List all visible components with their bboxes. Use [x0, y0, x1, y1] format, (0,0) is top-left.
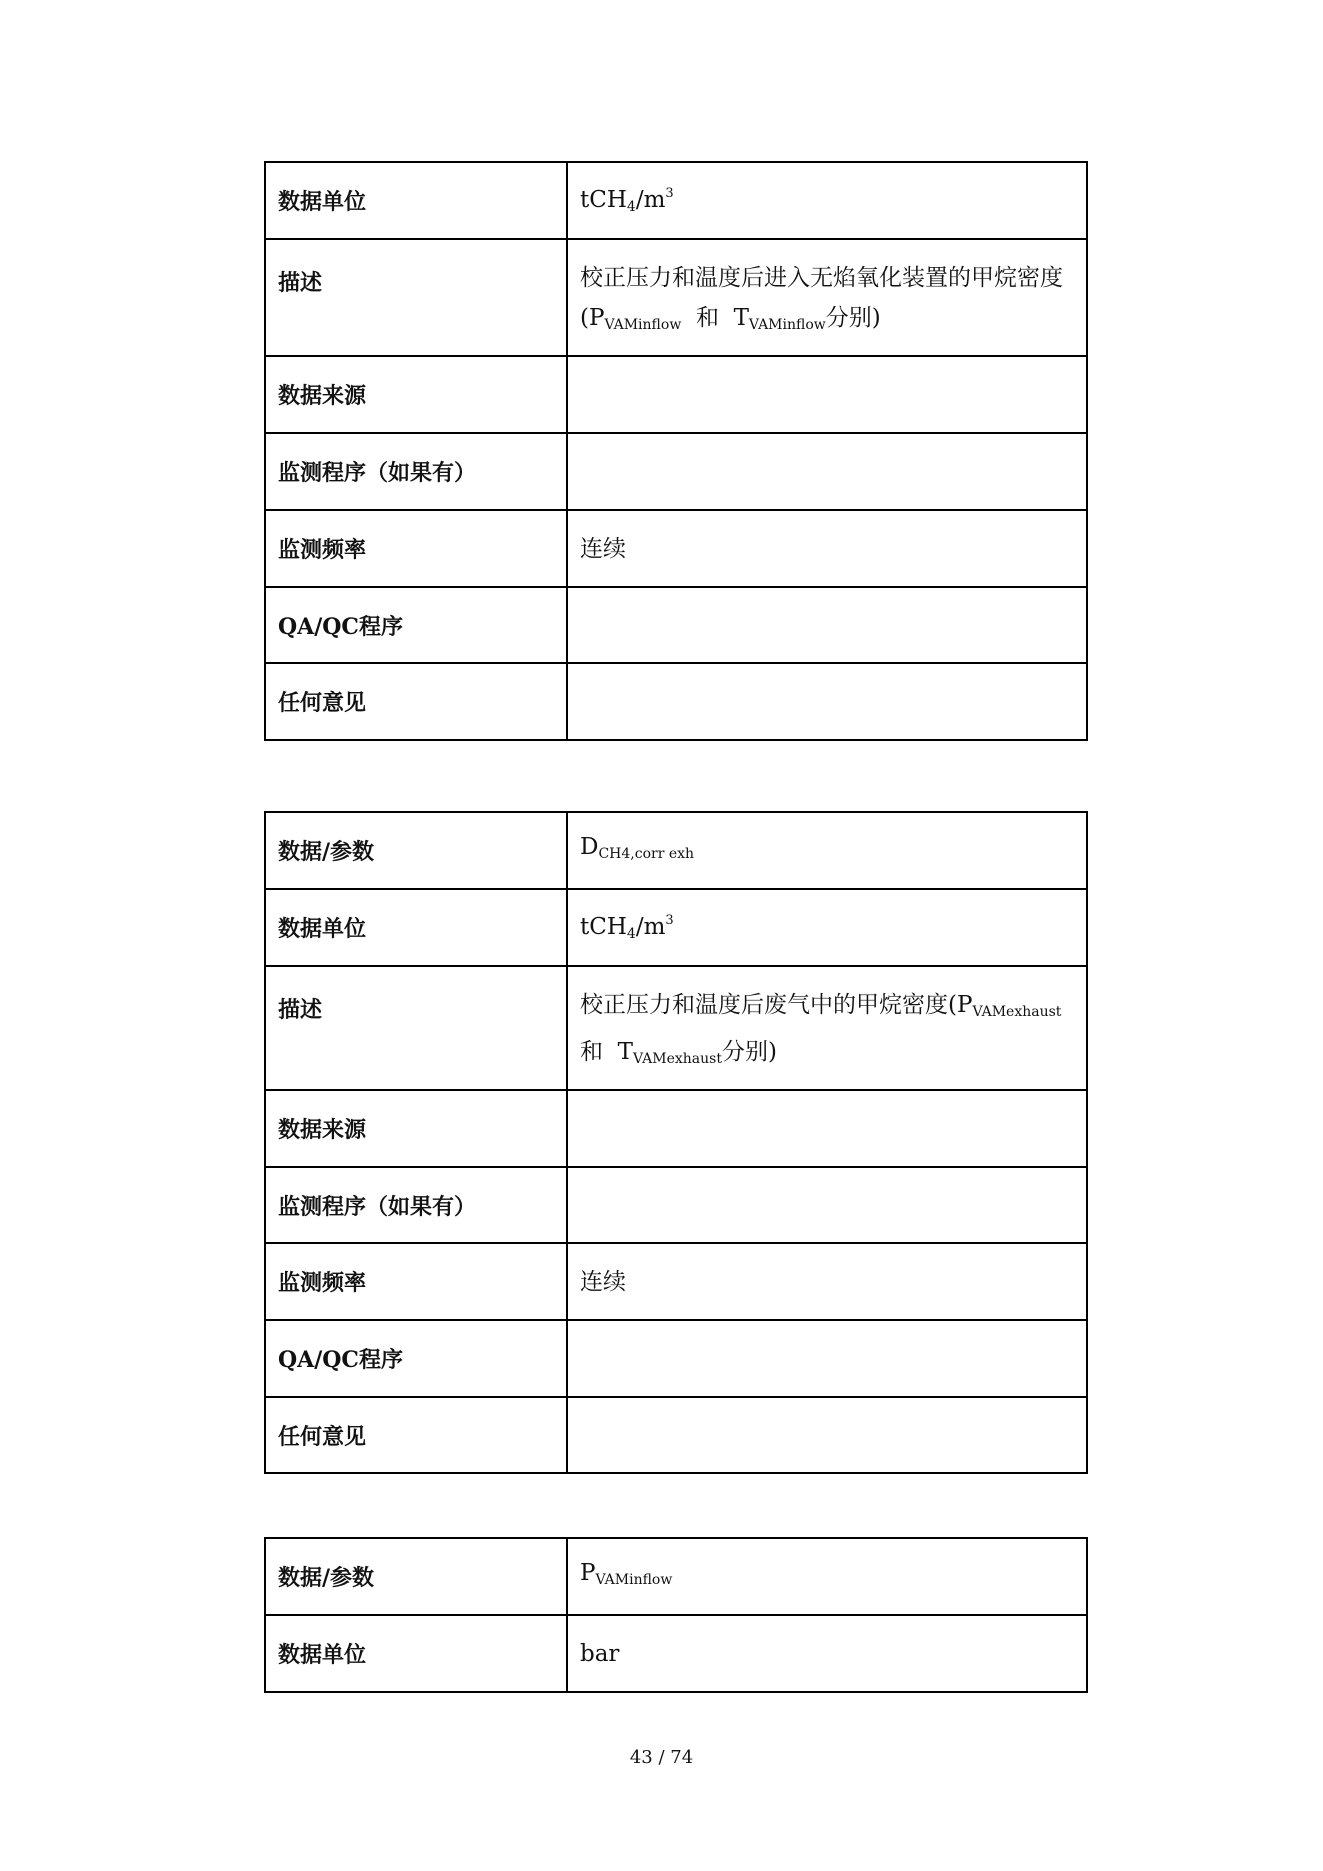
label-monitoring-frequency: 监测频率 [265, 510, 567, 587]
label-data-unit: 数据单位 [265, 1615, 567, 1692]
value-comments [567, 663, 1087, 740]
label-data-unit: 数据单位 [265, 889, 567, 966]
label-qaqc: QA/QC程序 [265, 1320, 567, 1397]
row-monitoring-frequency [265, 510, 1087, 587]
parameter-table-1 [264, 161, 1088, 741]
value-qaqc [567, 1320, 1087, 1397]
label-monitoring-frequency: 监测频率 [265, 1243, 567, 1320]
label-data-parameter: 数据/参数 [265, 1538, 567, 1615]
row-data-unit [265, 162, 1087, 239]
row-monitoring-procedure [265, 1167, 1087, 1243]
label-description: 描述 [265, 966, 567, 1090]
value-description: 校正压力和温度后废气中的甲烷密度($P_{VAMexhaust}$ 和 $T_{VAMexhaust}$分别) [567, 966, 1087, 1090]
row-monitoring-frequency [265, 1243, 1087, 1320]
label-comments: 任何意见 [265, 663, 567, 740]
label-data-parameter: 数据/参数 [265, 812, 567, 889]
row-monitoring-procedure [265, 433, 1087, 510]
row-data-source [265, 1090, 1087, 1167]
label-monitoring-procedure: 监测程序（如果有） [265, 1167, 567, 1243]
label-description: 描述 [265, 239, 567, 356]
label-monitoring-procedure: 监测程序（如果有） [265, 433, 567, 510]
label-qaqc: QA/QC程序 [265, 587, 567, 663]
row-comments [265, 663, 1087, 740]
row-data-source [265, 356, 1087, 433]
row-data-parameter [265, 1538, 1087, 1615]
label-data-source: 数据来源 [265, 356, 567, 433]
value-data-unit: $tCH_4/m^3$ [567, 889, 1087, 966]
value-data-source [567, 356, 1087, 433]
row-qaqc [265, 587, 1087, 663]
value-description: 校正压力和温度后进入无焰氧化装置的甲烷密度 ($P_{VAMinflow}$ 和 $T_{VAMinflow}$分别) [567, 239, 1087, 356]
parameter-table-2 [264, 811, 1088, 1474]
page-number: 43 / 74 [629, 1747, 694, 1768]
value-data-parameter: $D_{CH4,corr exh}$ [567, 812, 1087, 889]
value-monitoring-frequency: 连续 [567, 510, 1087, 587]
label-data-unit: 数据单位 [265, 162, 567, 239]
value-qaqc [567, 587, 1087, 663]
row-data-parameter [265, 812, 1087, 889]
value-data-unit: bar [567, 1615, 1087, 1692]
value-comments [567, 1397, 1087, 1473]
value-data-parameter: $P_{VAMinflow}$ [567, 1538, 1087, 1615]
value-monitoring-procedure [567, 433, 1087, 510]
value-monitoring-procedure [567, 1167, 1087, 1243]
value-data-source [567, 1090, 1087, 1167]
row-description [265, 239, 1087, 356]
row-description [265, 966, 1087, 1090]
row-data-unit [265, 889, 1087, 966]
value-monitoring-frequency: 连续 [567, 1243, 1087, 1320]
label-data-source: 数据来源 [265, 1090, 567, 1167]
row-qaqc [265, 1320, 1087, 1397]
value-data-unit: $tCH_4/m^3$ [567, 162, 1087, 239]
row-data-unit [265, 1615, 1087, 1692]
row-comments [265, 1397, 1087, 1473]
label-comments: 任何意见 [265, 1397, 567, 1473]
parameter-table-3 [264, 1537, 1088, 1693]
